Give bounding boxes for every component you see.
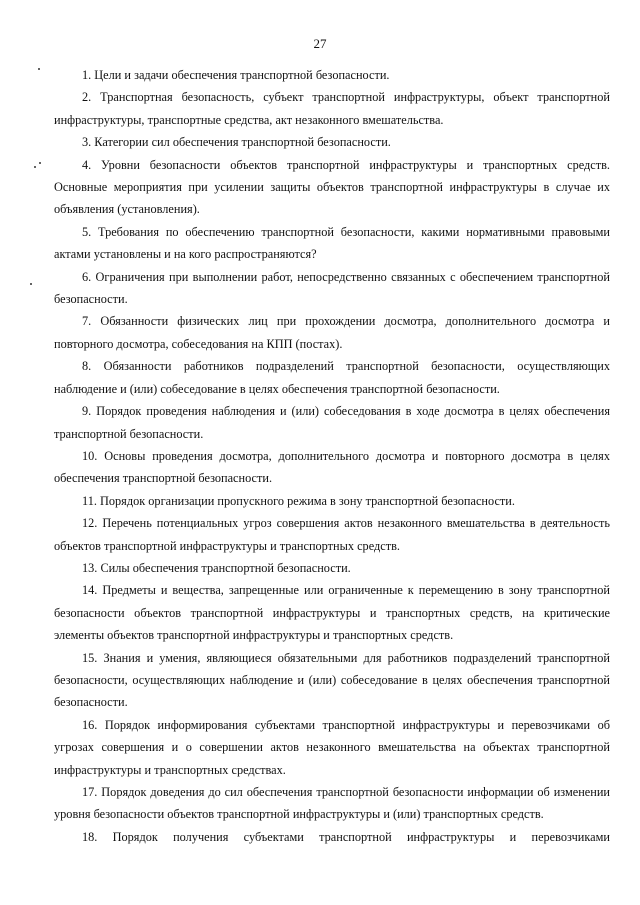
list-item: 3. Категории сил обеспечения транспортной безопасности.: [82, 135, 391, 150]
list-item: 16. Порядок информирования субъектами транспортной инфраструктуры и перевозчиками об угрозах совершения и о совершении актов незаконного вмешательства на объектах транспортной инфраструктуры и транспортных средствах.: [54, 717, 610, 777]
list-item: 6. Ограничения при выполнении работ, непосредственно связанных с обеспечением транспортной безопасности.: [54, 269, 610, 307]
scan-speck: [30, 283, 32, 285]
scan-speck: [39, 162, 41, 164]
list-item: 13. Силы обеспечения транспортной безопасности.: [82, 560, 351, 575]
list-item: 2. Транспортная безопасность, субъект транспортной инфраструктуры, объект транспортной инфраструктуры, транспортные средства, акт незаконного вмешательства.: [54, 90, 610, 127]
scan-speck: [38, 68, 40, 70]
page-number: 27: [313, 36, 327, 51]
list-item: 4. Уровни безопасности объектов транспортной инфраструктуры и транспортных средств. Основные мероприятия при усилении защиты объектов транспортной инфраструктуры в случае их объявления (установления).: [54, 157, 610, 217]
list-item: 14. Предметы и вещества, запрещенные или ограниченные к перемещению в зону транспортной безопасности объектов транспортной инфраструктуры и транспортных средств, на критические элементы объектов транспортной инфраструктуры и транспортных средств.: [54, 583, 610, 643]
list-item: 9. Порядок проведения наблюдения и (или) собеседования в ходе досмотра в целях обеспечения транспортной безопасности.: [54, 404, 610, 441]
list-item: 17. Порядок доведения до сил обеспечения транспортной безопасности информации об изменении уровня безопасности объектов транспортной инфраструктуры и (или) транспортных средств.: [54, 785, 610, 822]
list-item: 11. Порядок организации пропускного режима в зону транспортной безопасности.: [82, 493, 515, 508]
list-item: 1. Цели и задачи обеспечения транспортной безопасности.: [82, 68, 390, 82]
scan-speck: [34, 166, 36, 168]
list-item: 7. Обязанности физических лиц при прохождении досмотра, дополнительного досмотра и повторного досмотра, собеседования на КПП (постах).: [54, 314, 610, 351]
list-item: 8. Обязанности работников подразделений транспортной безопасности, осуществляющих наблюдение и (или) собеседование в целях обеспечения транспортной безопасности.: [54, 359, 610, 396]
question-list: [54, 64, 610, 848]
list-item: 12. Перечень потенциальных угроз совершения актов незаконного вмешательства в деятельность объектов транспортной инфраструктуры и транспортных средств.: [54, 516, 610, 553]
list-item: 5. Требования по обеспечению транспортной безопасности, какими нормативными правовыми актами установлены и на кого распространяются?: [54, 224, 610, 262]
list-item: 15. Знания и умения, являющиеся обязательными для работников подразделений транспортной безопасности, осуществляющих наблюдение и (или) собеседование в целях обеспечения транспортной безопасности.: [54, 650, 610, 710]
list-item: 18. Порядок получения субъектами транспортной инфраструктуры и перевозчиками: [82, 829, 610, 844]
list-item: 10. Основы проведения досмотра, дополнительного досмотра и повторного досмотра в целях обеспечения транспортной безопасности.: [54, 448, 610, 486]
